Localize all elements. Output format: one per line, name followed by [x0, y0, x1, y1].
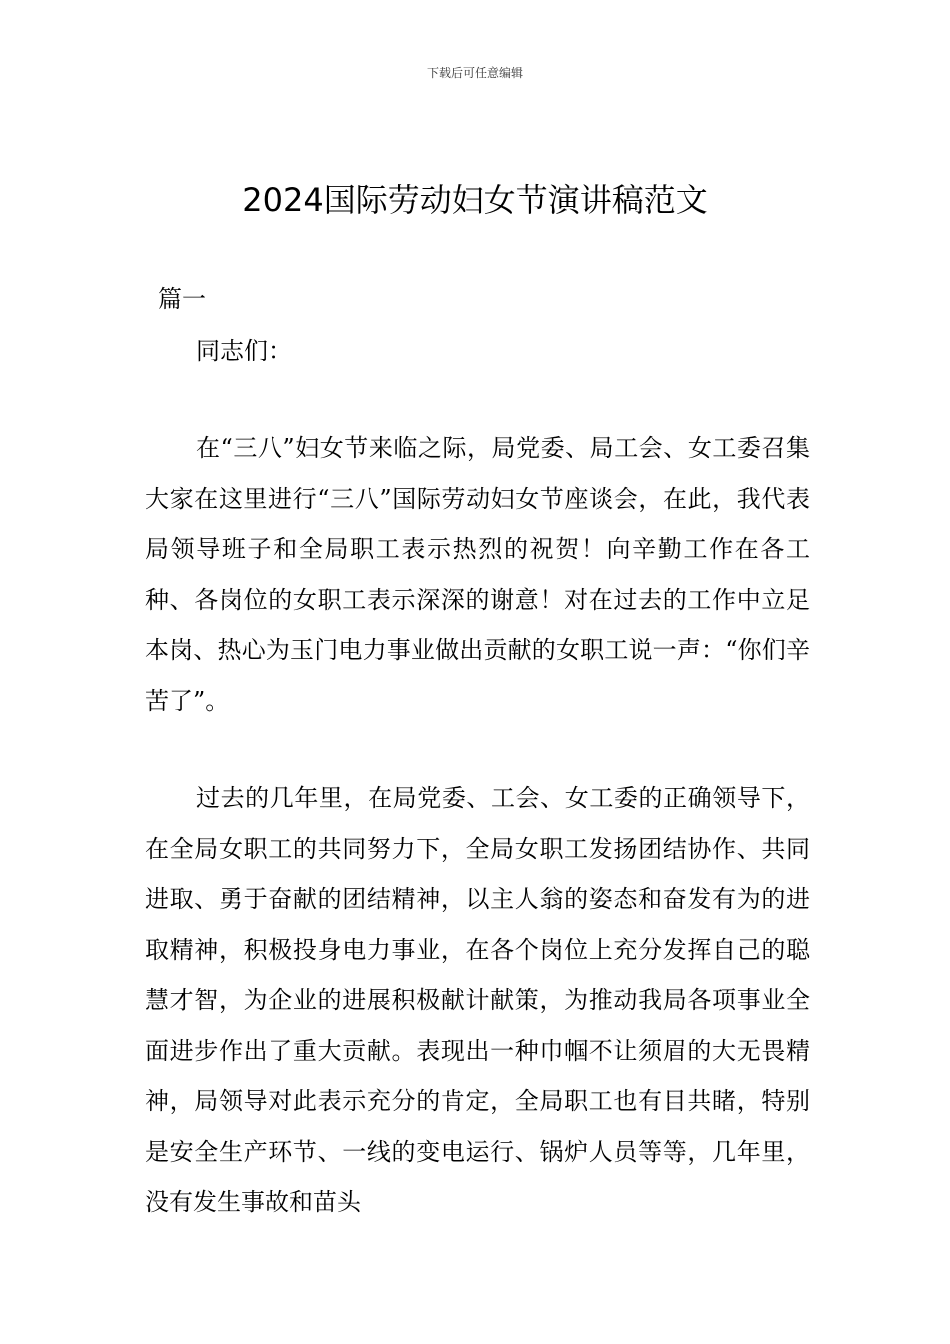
body-paragraph-1: 在“三八”妇女节来临之际，局党委、局工会、女工委召集大家在这里进行“三八”国际劳动妇女节座谈会，在此，我代表局领导班子和全局职工表示热烈的祝贺！向辛勤工作在各工种、各岗位的女职工表示深深的谢意！对在过去的工作中立足本岗、热心为玉门电力事业做出贡献的女职工说一声：“你们辛苦了”。 [145, 434, 810, 715]
salutation: 同志们： [196, 337, 292, 365]
body-paragraph-2: 过去的几年里，在局党委、工会、女工委的正确领导下，在全局女职工的共同努力下，全局女职工发扬团结协作、共同进取、勇于奋献的团结精神，以主人翁的姿态和奋发有为的进取精神，积极投身电力事业，在各个岗位上充分发挥自己的聪慧才智，为企业的进展积极献计献策，为推动我局各项事业全面进步作出了重大贡献。表现出一种巾帼不让须眉的大无畏精神，局领导对此表示充分的肯定，全局职工也有目共睹，特别是安全生产环节、一线的变电运行、锅炉人员等等，几年里，没有发生事故和苗头 [145, 784, 810, 1216]
header-note: 下载后可任意编辑 [426, 66, 523, 80]
section-label: 篇一 [158, 285, 206, 313]
page-title: 2024国际劳动妇女节演讲稿范文 [242, 181, 708, 219]
